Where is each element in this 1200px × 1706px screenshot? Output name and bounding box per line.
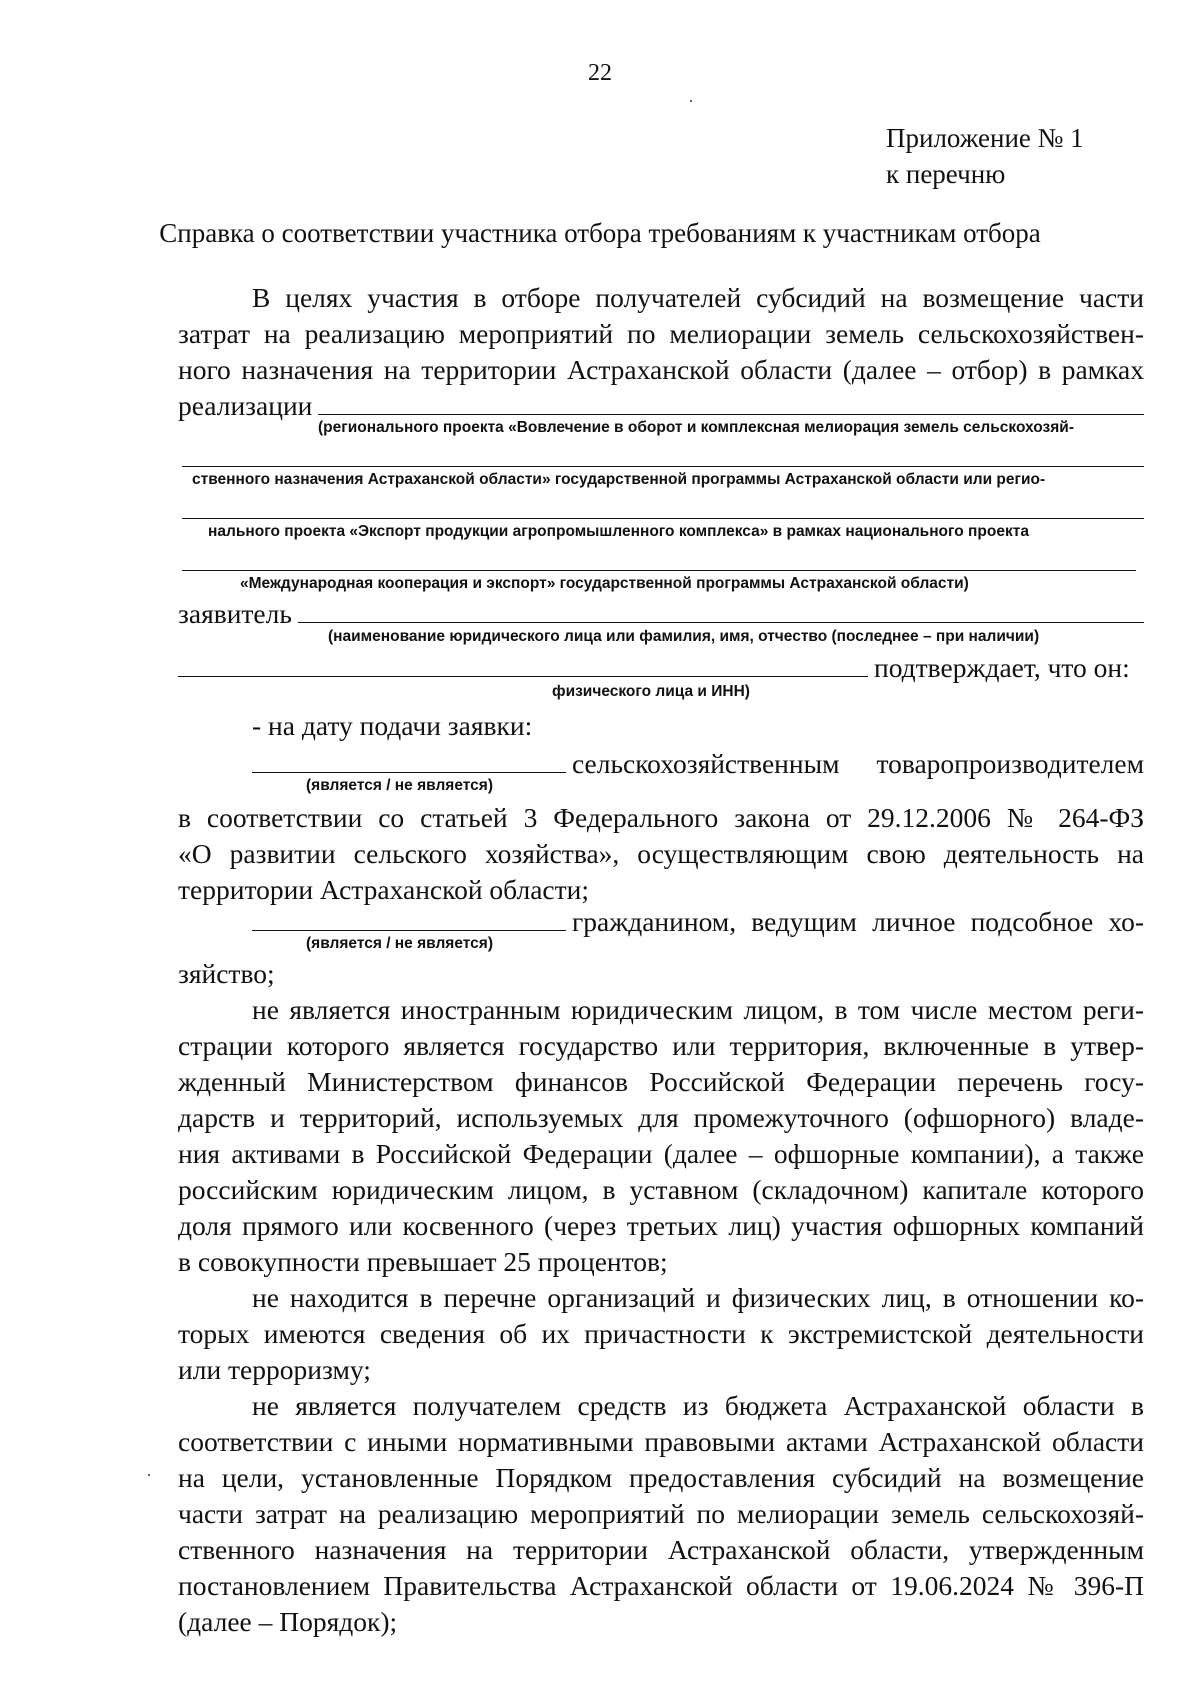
intro-line: ного назначения на территории Астраханской области (далее – отбор) в рамках	[178, 354, 1144, 385]
offshore-paragraph-line: не является иностранным юридическим лицом, в том числе местом реги-	[252, 994, 1144, 1025]
budget-paragraph-line: на цели, установленные Порядком предоставления субсидий на возмещение	[178, 1462, 1144, 1493]
offshore-paragraph-line: доля прямого или косвенного (через третьих лиц) участия офшорных компаний	[178, 1210, 1144, 1241]
producer-status-blank[interactable]	[252, 772, 566, 773]
applicant-label: заявитель	[178, 598, 292, 629]
intro-line: затрат на реализацию мероприятий по мелиорации земель сельскохозяйствен-	[178, 318, 1144, 349]
budget-paragraph-line: не является получателем средств из бюджета Астраханской области в	[252, 1390, 1144, 1421]
applicant-hint: физического лица и ИНН)	[552, 683, 750, 700]
scan-speck	[148, 1474, 150, 1476]
citizen-status-blank[interactable]	[252, 930, 566, 931]
applicant-blank-line[interactable]	[178, 676, 868, 677]
offshore-paragraph-line: страции которого является государство или территория, включенные в утвер-	[178, 1030, 1144, 1061]
realization-blank-line[interactable]	[318, 414, 1144, 415]
project-hint-line: «Международная кооперация и экспорт» государственной программы Астраханской области)	[240, 575, 969, 592]
project-hint-line: нального проекта «Экспорт продукции агропромышленного комплекса» в рамках национального проекта	[208, 523, 1029, 540]
citizen-tail: зяйство;	[178, 958, 275, 989]
project-blank-line[interactable]	[182, 570, 1136, 571]
producer-line: территории Астраханской области;	[178, 874, 589, 905]
offshore-paragraph-line: дарств и территорий, используемых для промежуточного (офшорного) владе-	[178, 1102, 1144, 1133]
annex-number: Приложение № 1	[886, 123, 1084, 153]
offshore-paragraph-line: в совокупности превышает 25 процентов;	[178, 1246, 668, 1277]
applicant-hint: (наименование юридического лица или фамилия, имя, отчество (последнее – при наличии)	[328, 628, 1040, 645]
status-hint: (является / не является)	[306, 777, 493, 794]
project-hint-line: ственного назначения Астраханской области» государственной программы Астраханской области или регио-	[192, 471, 1046, 488]
producer-line: «О развитии сельского хозяйства», осуществляющим свою деятельность на	[178, 838, 1144, 869]
document-title: Справка о соответствии участника отбора требованиям к участникам отбора	[159, 218, 1041, 248]
extremism-paragraph-line: не находится в перечне организаций и физических лиц, в отношении ко-	[252, 1282, 1144, 1313]
project-hint-line: (регионального проекта «Вовлечение в оборот и комплексная мелиорация земель сельскохозяй-	[318, 419, 1074, 436]
scan-speck	[690, 100, 692, 102]
citizen-text: гражданином, ведущим личное подсобное хо-	[572, 906, 1144, 937]
date-label: - на дату подачи заявки:	[252, 710, 533, 741]
page-number: 22	[588, 60, 612, 86]
producer-text: сельскохозяйственным товаропроизводителем	[572, 748, 1144, 779]
offshore-paragraph-line: российским юридическим лицом, в уставном (складочном) капитале которого	[178, 1174, 1144, 1205]
extremism-paragraph-line: или терроризму;	[178, 1354, 371, 1385]
budget-paragraph-line: постановлением Правительства Астраханской области от 19.06.2024 № 396-П	[178, 1570, 1144, 1601]
offshore-paragraph-line: жденный Министерством финансов Российской Федерации перечень госу-	[178, 1066, 1144, 1097]
project-blank-line[interactable]	[182, 518, 1144, 519]
confirms-text: подтверждает, что он:	[874, 652, 1130, 683]
budget-paragraph-line: ственного назначения на территории Астраханской области, утвержденным	[178, 1534, 1144, 1565]
budget-paragraph-line: соответствии с иными нормативными правовыми актами Астраханской области	[178, 1426, 1144, 1457]
intro-line: В целях участия в отборе получателей субсидий на возмещение части	[252, 282, 1144, 313]
budget-paragraph-line: части затрат на реализацию мероприятий по мелиорации земель сельскохозяй-	[178, 1498, 1144, 1529]
annex-reference: к перечню	[886, 159, 1006, 189]
producer-line: в соответствии со статьей 3 Федерального закона от 29.12.2006 № 264-ФЗ	[178, 802, 1144, 833]
budget-paragraph-line: (далее – Порядок);	[178, 1606, 398, 1637]
status-hint: (является / не является)	[306, 935, 493, 952]
extremism-paragraph-line: торых имеются сведения об их причастности к экстремистской деятельности	[178, 1318, 1144, 1349]
annex-header	[886, 120, 1084, 192]
offshore-paragraph-line: ния активами в Российской Федерации (далее – офшорные компании), а также	[178, 1138, 1144, 1169]
realization-label: реализации	[178, 390, 313, 421]
project-blank-line[interactable]	[182, 466, 1144, 467]
applicant-blank-line[interactable]	[298, 622, 1144, 623]
